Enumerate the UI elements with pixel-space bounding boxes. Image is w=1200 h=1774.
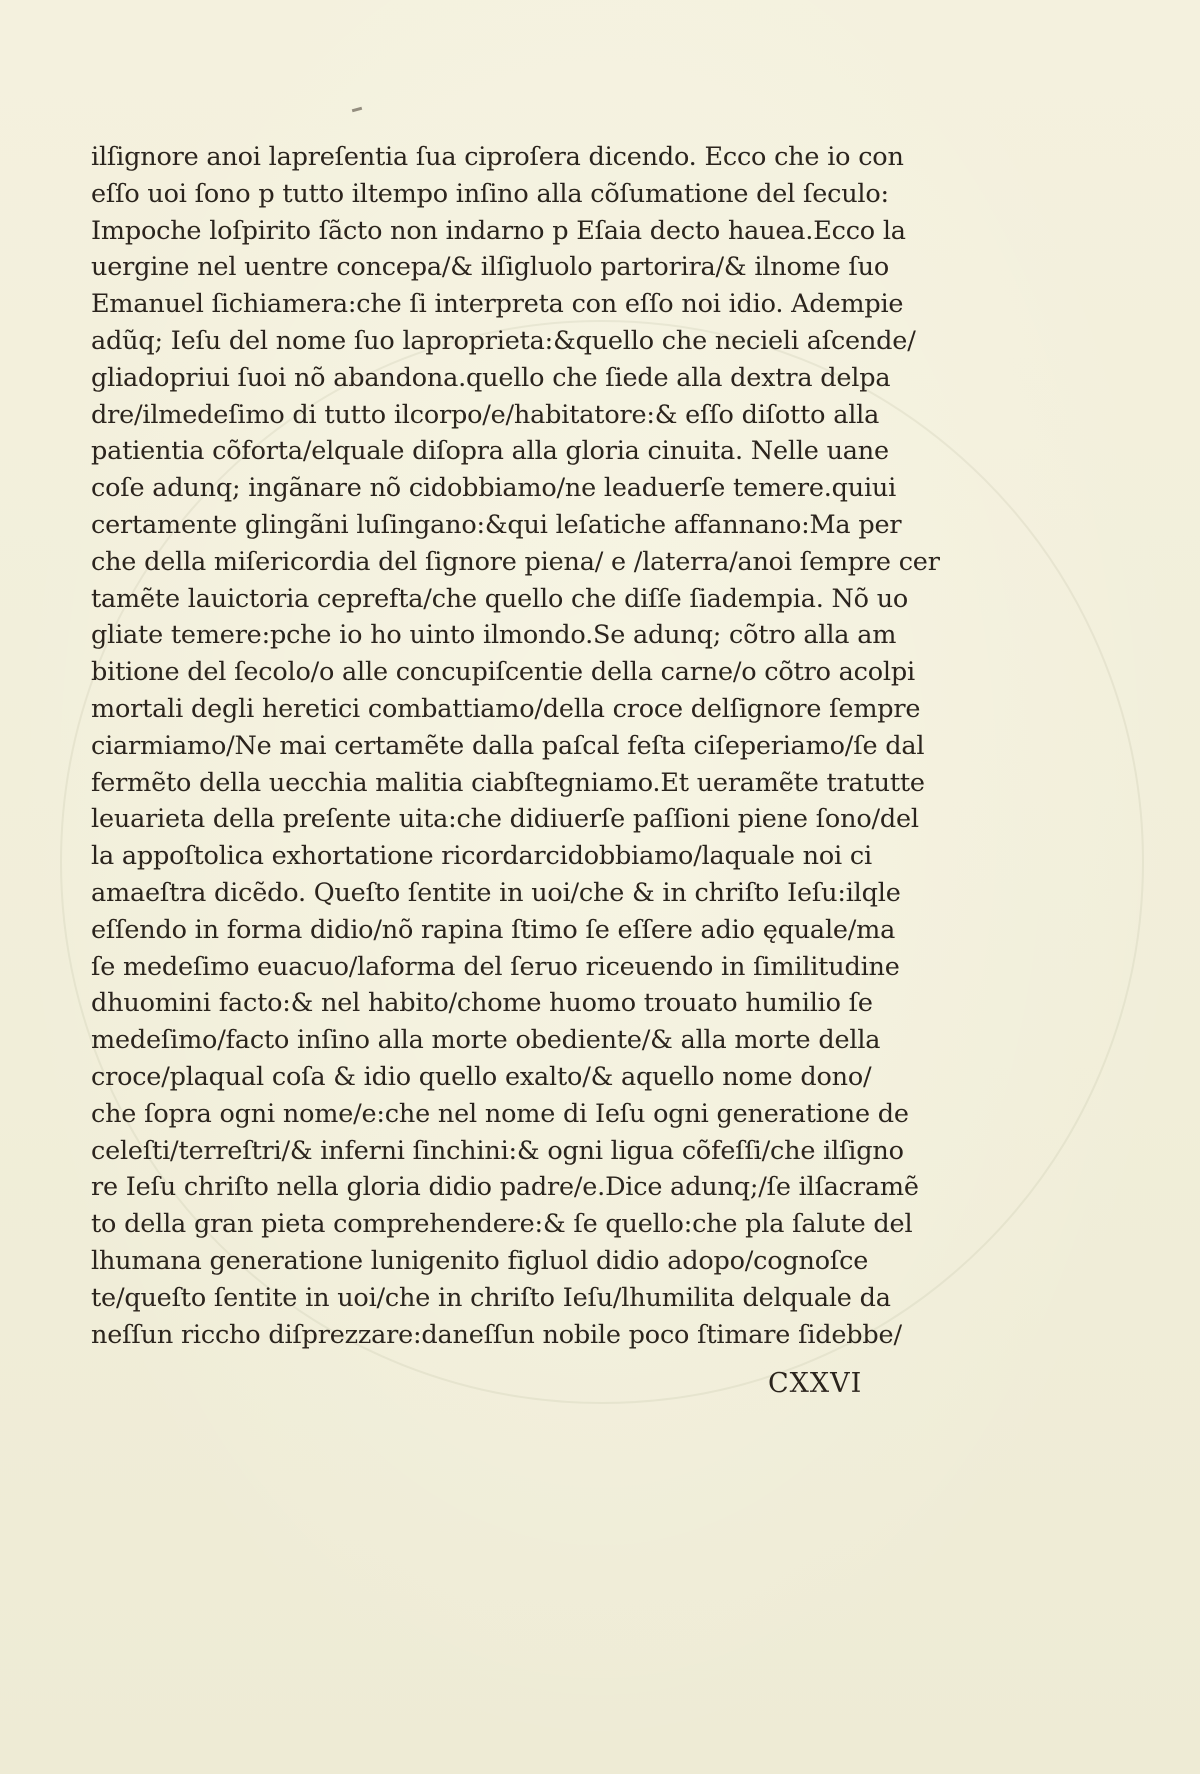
- text-line: gliate temere:pche io ho uinto ilmondo.Se adunq; cõtro alla am: [91, 620, 897, 651]
- text-line: eſſo uoi ſono p tutto iltempo inſino alla cõſumatione del ſeculo:: [91, 178, 889, 209]
- text-line: leuarieta della preſente uita:che didiuerſe paſſioni piene ſono/del: [91, 804, 919, 835]
- text-line: certamente glingãni luſingano:&qui leſatiche affannano:Ma per: [91, 509, 902, 540]
- text-line: patientia cõforta/elquale diſopra alla gloria cinuita. Nelle uane: [91, 436, 889, 467]
- text-line: te/queſto ſentite in uoi/che in chriſto Ieſu/lhumilita delquale da: [91, 1282, 891, 1313]
- text-line: uergine nel uentre concepa/& ilſigluolo partorira/& ilnome ſuo: [91, 252, 889, 283]
- text-line: la appoſtolica exhortatione ricordarcidobbiamo/laquale noi ci: [91, 841, 872, 872]
- text-line: adũq; Ieſu del nome ſuo laproprieta:&quello che necieli aſcende/: [91, 325, 916, 356]
- text-line: ſe medeſimo euacuo/laforma del ſeruo riceuendo in ſimilitudine: [91, 951, 900, 982]
- folio-number: CXXVI: [768, 1368, 863, 1399]
- text-line: to della gran pieta comprehendere:& ſe quello:che pla ſalute del: [91, 1209, 913, 1240]
- text-line: dre/ilmedeſimo di tutto ilcorpo/e/habitatore:& eſſo diſotto alla: [91, 399, 880, 430]
- text-line: Impoche loſpirito ſãcto non indarno p Eſaia decto hauea.Ecco la: [91, 215, 906, 246]
- text-line: ciarmiamo/Ne mai certamẽte dalla paſcal feſta ciſeperiamo/ſe dal: [91, 730, 925, 761]
- text-line: croce/plaqual coſa & idio quello exalto/& aquello nome dono/: [91, 1061, 872, 1092]
- body-text: [91, 139, 1091, 1353]
- text-line: bitione del ſecolo/o alle concupiſcentie della carne/o cõtro acolpi: [91, 657, 915, 688]
- text-line: fermẽto della uecchia malitia ciabſtegniamo.Et ueramẽte tratutte: [91, 767, 925, 798]
- text-line: Emanuel ſichiamera:che ſi interpreta con eſſo noi idio. Adempie: [91, 289, 904, 320]
- text-line: mortali degli heretici combattiamo/della croce delſignore ſempre: [91, 693, 921, 724]
- ink-mark: [352, 107, 362, 112]
- text-line: che della miſericordia del ſignore piena/ e /laterra/anoi ſempre cer: [91, 546, 940, 577]
- text-line: lhumana generatione lunigenito figluol didio adopo/cognoſce: [91, 1245, 869, 1276]
- text-line: ilſignore anoi lapreſentia ſua ciproſera dicendo. Ecco che io con: [91, 142, 904, 172]
- text-line: che ſopra ogni nome/e:che nel nome di Ieſu ogni generatione de: [91, 1098, 909, 1129]
- text-line: medeſimo/facto inſino alla morte obediente/& alla morte della: [91, 1025, 881, 1056]
- text-line: coſe adunq; ingãnare nõ cidobbiamo/ne leaduerſe temere.quiui: [91, 473, 897, 504]
- text-line: eſſendo in forma didio/nõ rapina ſtimo ſe eſſere adio ęquale/ma: [91, 914, 896, 945]
- text-line: re Ieſu chriſto nella gloria didio padre/e.Dice adunq;/ſe ilſacramẽ: [91, 1172, 919, 1203]
- text-line: amaeſtra dicẽdo. Queſto ſentite in uoi/che & in chriſto Ieſu:ilqle: [91, 877, 901, 908]
- text-line: dhuomini facto:& nel habito/chome huomo trouato humilio ſe: [91, 988, 873, 1019]
- text-line: neſſun riccho diſprezzare:daneſſun nobile poco ſtimare ſidebbe/: [91, 1319, 902, 1350]
- text-line: gliadopriui ſuoi nõ abandona.quello che ſiede alla dextra delpa: [91, 362, 891, 393]
- text-line: tamẽte lauictoria ceprefta/che quello che diſſe ſiadempia. Nõ uo: [91, 583, 909, 614]
- text-line: celeſti/terreſtri/& inferni ſinchini:& ogni ligua cõfeſſi/che ilſigno: [91, 1135, 904, 1166]
